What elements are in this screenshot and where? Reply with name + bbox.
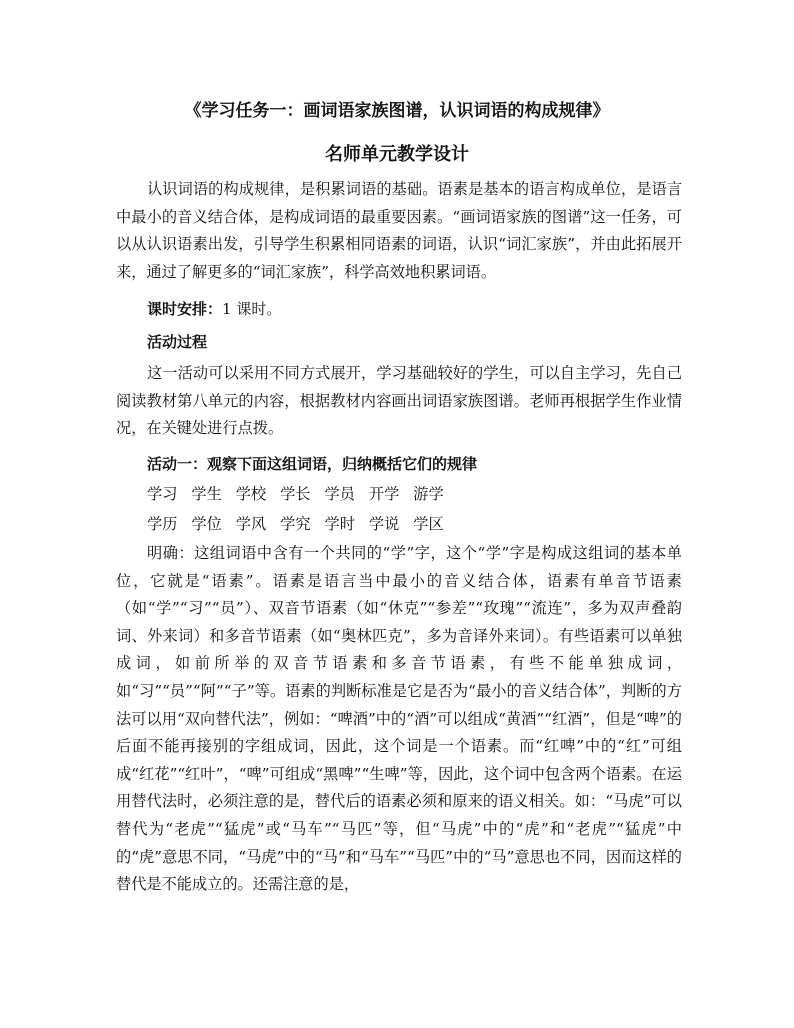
schedule-value: 1 课时。 <box>222 300 282 318</box>
word-item: 学长 <box>280 485 311 503</box>
activity1-title: 活动一：观察下面这组词语，归纳概括它们的规律 <box>147 455 478 473</box>
word-item: 学习 <box>147 485 178 503</box>
word-item: 学校 <box>235 485 267 503</box>
word-item: 学究 <box>280 515 311 533</box>
word-item: 学说 <box>368 515 400 533</box>
word-item: 学区 <box>413 515 444 533</box>
word-row-2 <box>147 512 458 536</box>
schedule-label: 课时安排： <box>147 300 223 318</box>
word-item: 学时 <box>324 515 355 533</box>
word-item: 游学 <box>413 485 444 503</box>
word-item: 学生 <box>191 485 222 503</box>
word-item: 开学 <box>368 485 400 503</box>
explanation-paragraph: 明确：这组词语中含有一个共同的“学”字，这个“学”字是构成这组词的基本单位，它就是“语素”。语素是语言当中最小的音义结合体，语素有单音节语素（如“学”“习”“员”）、双音节语素（如“休克”“参差”“玫瑰”“流连”，多为双声叠韵词、外来词）和多音节语素（如“奥林匹克”，多为音译外来词）。有些语素可以单独成词，如前所举的双音节语素和多音节语素，有些不能单独成词，如“习”“员”“阿”“子”等。语素的判断标准是它是否为“最小的音义结合体”，判断的方法可以用“双向替代法”，例如：“啤酒”中的“酒”可以组成“黄酒”“红酒”，但是“啤”的后面不能再接别的字组成词，因此，这个词是一个语素。而“红啤”中的“红”可组成“红花”“红叶”，“啤”可组成“黑啤”“生啤”等，因此，这个词中包含两个语素。在运用替代法时，必须注意的是，替代后的语素必须和原来的语义相关。如：“马虎”可以替代为“老虎”“猛虎”或“马车”“马匹”等，但“马虎”中的“虎”和“老虎”“猛虎”中的“虎”意思不同，“马虎”中的“马”和“马车”“马匹”中的“马”意思也不同，因而这样的替代是不能成立的。还需注意的是， <box>116 544 682 894</box>
schedule-line <box>147 297 281 321</box>
word-row-1 <box>147 482 458 506</box>
word-item: 学位 <box>191 515 222 533</box>
document-title: 《学习任务一：画词语家族图谱，认识词语的构成规律》 <box>184 101 610 121</box>
word-item: 学风 <box>235 515 267 533</box>
intro-paragraph: 认识词语的构成规律，是积累词语的基础。语素是基本的语言构成单位，是语言中最小的音义结合体，是构成词语的最重要因素。“画词语家族的图谱”这一任务，可以从认识语素出发，引导学生积累相同语素的词语，认识“词汇家族”，并由此拓展开来，通过了解更多的“词汇家族”，科学高效地积累词语。 <box>116 180 682 281</box>
process-paragraph: 这一活动可以采用不同方式展开，学习基础较好的学生，可以自主学习，先自己阅读教材第八单元的内容，根据教材内容画出词语家族图谱。老师再根据学生作业情况，在关键处进行点拨。 <box>116 364 682 438</box>
process-heading: 活动过程 <box>147 333 208 351</box>
word-item: 学历 <box>147 515 178 533</box>
word-item: 学员 <box>324 485 355 503</box>
document-subtitle: 名师单元教学设计 <box>325 144 469 165</box>
